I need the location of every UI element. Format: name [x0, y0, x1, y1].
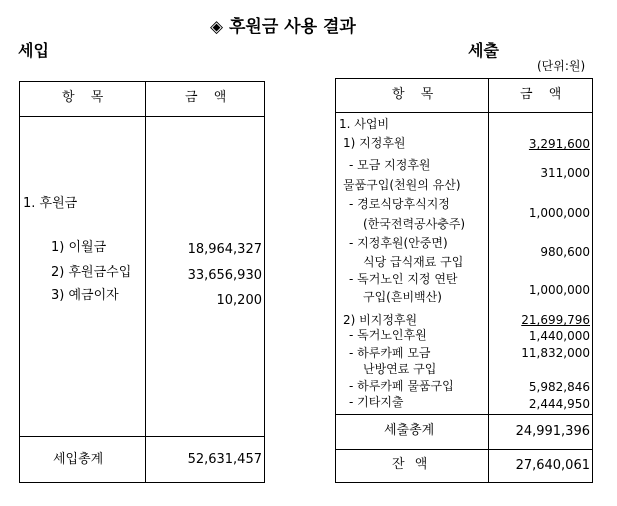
balance-label: 잔 액: [392, 457, 431, 472]
expense-item-amount: 311,000: [540, 166, 590, 180]
income-heading: 세입: [18, 41, 49, 60]
income-col-item-header: 항 목: [62, 90, 110, 105]
expense-item-amount: 5,982,846: [528, 380, 590, 394]
expense-item-amount: 1,000,000: [528, 283, 590, 297]
expense-item-line: - 지정후원(안중면): [349, 236, 448, 250]
expense-total-amount: 24,991,396: [515, 424, 590, 439]
designated-amount: 3,291,600: [528, 137, 590, 151]
expense-category: 1. 사업비: [339, 117, 390, 131]
unit-label: (단위:원): [537, 59, 586, 73]
expense-item-line: - 기타지출: [349, 395, 404, 409]
expense-item-line: (한국전력공사충주): [363, 217, 466, 231]
non-designated-amount: 21,699,796: [521, 313, 590, 327]
expense-item-line: 물품구입(천원의 유산): [343, 178, 461, 192]
non-designated-label: 2) 비지정후원: [343, 313, 418, 327]
expense-item-line: - 하루카페 모금: [349, 346, 431, 360]
expense-col-amount-header: 금 액: [520, 87, 568, 102]
expense-item-line: - 모금 지정후원: [349, 158, 431, 172]
expense-total-label: 세출총계: [384, 423, 435, 438]
income-row-label: 3) 예금이자: [51, 288, 119, 303]
income-total-amount: 52,631,457: [187, 452, 262, 467]
expense-item-line: - 독거노인후원: [349, 328, 427, 342]
expense-heading: 세출: [468, 41, 499, 60]
expense-item-amount: 1,440,000: [528, 329, 590, 343]
expense-item-amount: 11,832,000: [521, 346, 590, 360]
page-title: ◈ 후원금 사용 결과: [210, 17, 356, 37]
expense-item-line: - 하루카페 물품구입: [349, 379, 454, 393]
income-col-amount-header: 금 액: [185, 90, 233, 105]
income-category: 1. 후원금: [23, 196, 78, 211]
expense-item-line: 구입(흔비백산): [363, 290, 442, 304]
income-total-label: 세입총계: [53, 452, 104, 467]
expense-item-line: - 독거노인 지정 연탄: [349, 272, 458, 286]
expense-item-line: 난방연료 구입: [363, 362, 437, 376]
expense-item-amount: 980,600: [540, 245, 590, 259]
income-row-amount: 33,656,930: [187, 268, 262, 283]
income-row-label: 1) 이월금: [51, 240, 107, 255]
income-row-label: 2) 후원금수입: [51, 265, 132, 280]
income-row-amount: 18,964,327: [187, 242, 262, 257]
expense-col-item-header: 항 목: [392, 87, 440, 102]
expense-item-line: - 경로식당후식지정: [349, 197, 450, 211]
balance-amount: 27,640,061: [515, 458, 590, 473]
designated-label: 1) 지정후원: [343, 136, 406, 150]
income-row-amount: 10,200: [216, 293, 262, 308]
expense-item-amount: 2,444,950: [528, 397, 590, 411]
expense-item-amount: 1,000,000: [528, 206, 590, 220]
expense-item-line: 식당 급식재료 구입: [363, 255, 464, 269]
